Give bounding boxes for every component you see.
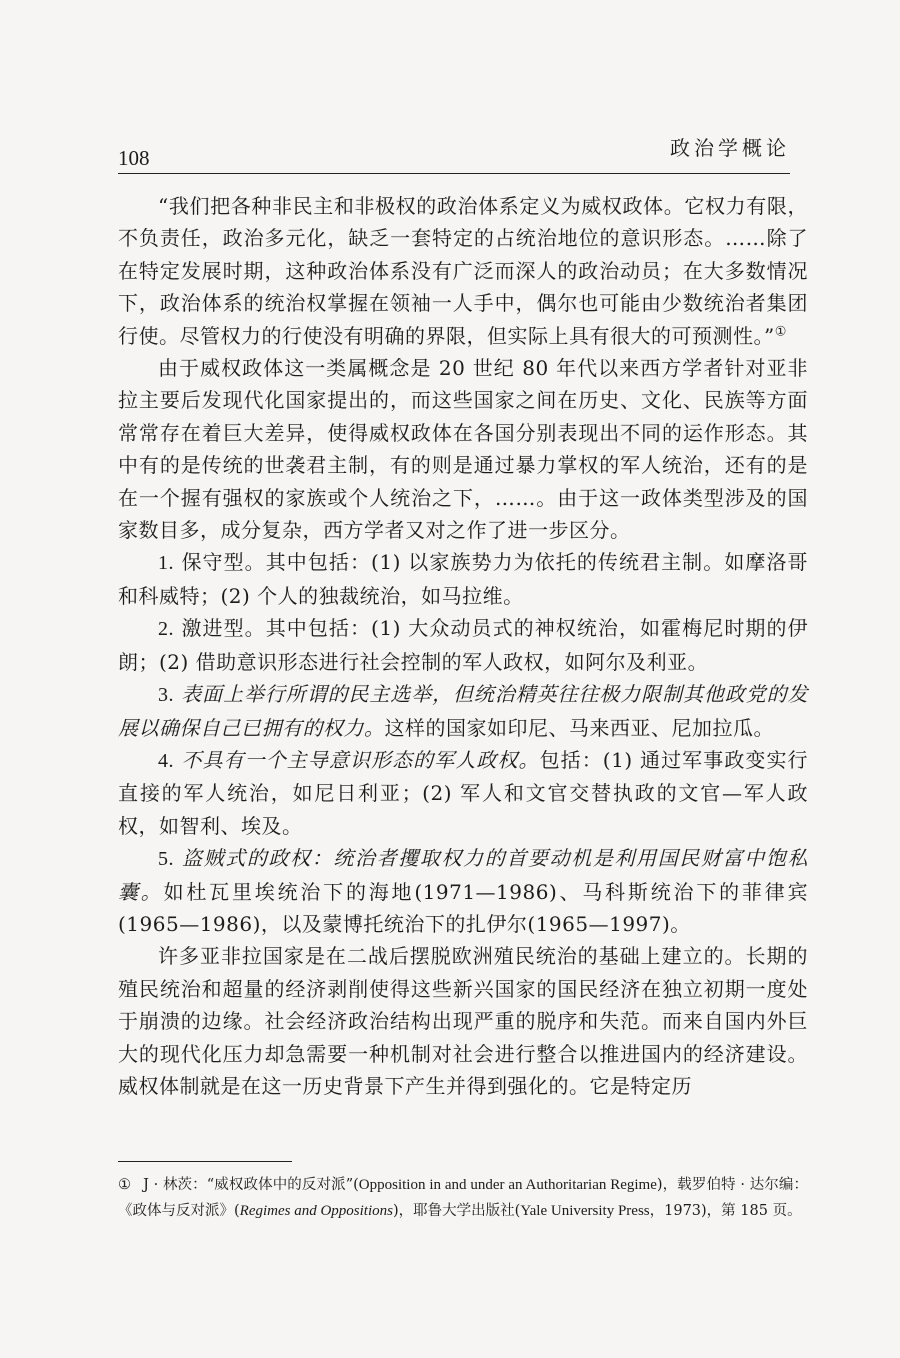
- list-item-lead: 盗贼式的政权：统治者攫取权力的首要动机是利用国民财富中饱私囊。: [118, 846, 808, 904]
- footnote-text: )，载罗伯特 · 达尔编：《政体与反对派》(: [118, 1177, 809, 1219]
- list-item-lead: 保守型。: [181, 550, 266, 575]
- list-item-lead: 表面上举行所谓的民主选举，但统治精英往往极力限制其他政党的发展以确保自己已拥有的权力。: [118, 682, 809, 740]
- list-item: [118, 546, 808, 612]
- footnote-text: J · 林茨：“威权政体中的反对派”(: [143, 1177, 359, 1193]
- list-item-body: 如杜瓦里埃统治下的海地(1971—1986)、马科斯统治下的菲律宾(1965—1986)，以及蒙博托统治下的扎伊尔(1965—1997)。: [118, 879, 808, 936]
- list-item-number: 1.: [158, 552, 174, 575]
- list-item: [118, 612, 808, 678]
- footnote-latin-italic: Regimes and Oppositions: [239, 1203, 393, 1219]
- quote-paragraph: [118, 190, 808, 352]
- list-item-number: 3.: [158, 684, 174, 707]
- page-number: 108: [118, 146, 150, 170]
- footnote-rule: [118, 1161, 292, 1162]
- list-item-body: 其中包括：(1) 以家族势力为依托的传统君主制。如摩洛哥和科威特；(2) 个人的独裁统治，如马拉维。: [118, 550, 809, 608]
- paragraph: 许多亚非拉国家是在二战后摆脱欧洲殖民统治的基础上建立的。长期的殖民统治和超量的经济剥削使得这些新兴国家的国民经济在独立初期一度处于崩溃的边缘。社会经济政治结构出现严重的脱序和失范。而来自国内外巨大的现代化压力却急需要一种机制对社会进行整合以推进国内的经济建设。威权体制就是在这一历史背景下产生并得到强化的。它是特定历: [118, 944, 808, 1098]
- footnote-mark: ①: [118, 1177, 132, 1193]
- footnote-latin-title: Opposition in and under an Authoritarian Regime: [358, 1177, 657, 1193]
- list-item: [118, 744, 808, 842]
- paragraph: 由于威权政体这一类属概念是 20 世纪 80 年代以来西方学者针对亚非拉主要后发现代化国家提出的，而这些国家之间在历史、文化、民族等方面常常存在着巨大差异，使得威权政体在各国分别表现出不同的运作形态。其中有的是传统的世袭君主制，有的则是通过暴力掌权的军人统治，还有的是在一个握有强权的家族或个人统治之下，……。由于这一政体类型涉及的国家数目多，成分复杂，西方学者又对之作了进一步区分。: [118, 356, 808, 543]
- list-item-number: 2.: [158, 618, 174, 641]
- page-header: [118, 128, 790, 172]
- list-item: [118, 678, 808, 744]
- footnote-reference[interactable]: ①: [774, 323, 787, 339]
- list-item-body: 这样的国家如印尼、马来西亚、尼加拉瓜。: [384, 715, 774, 740]
- list-item-body: 包括：(1) 通过军事政变实行直接的军人统治，如尼日利亚；(2) 军人和文官交替执政的文官—军人政权，如智利、埃及。: [118, 747, 809, 838]
- list-item-number: 4.: [158, 749, 174, 772]
- body-text: [118, 190, 808, 1102]
- header-rule: [118, 173, 790, 174]
- list-item-body: 其中包括：(1) 大众动员式的神权统治，如霍梅尼时期的伊朗；(2) 借助意识形态进行社会控制的军人政权，如阿尔及利亚。: [118, 616, 809, 674]
- footnote-text: )，耶鲁大学出版社(: [392, 1203, 521, 1219]
- running-title: 政治学概论: [670, 136, 790, 160]
- list-item: [118, 842, 808, 940]
- footnote-text: ，1973)，第 185 页。: [649, 1203, 802, 1219]
- footnote: [118, 1172, 808, 1224]
- list-item-lead: 不具有一个主导意识形态的军人政权。: [181, 747, 540, 772]
- list-item-number: 5.: [158, 848, 174, 871]
- footnote-publisher: Yale University Press: [520, 1203, 650, 1219]
- list-item-lead: 激进型。: [181, 616, 266, 641]
- quote-text: “我们把各种非民主和非极权的政治体系定义为威权政体。它权力有限，不负责任，政治多元化，缺乏一套特定的占统治地位的意识形态。……除了在特定发展时期，这种政治体系没有广泛而深人的政治动员；在大多数情况下，政治体系的统治权掌握在领袖一人手中，偶尔也可能由少数统治者集团行使。尽管权力的行使没有明确的界限，但实际上具有很大的可预测性。”: [118, 194, 808, 348]
